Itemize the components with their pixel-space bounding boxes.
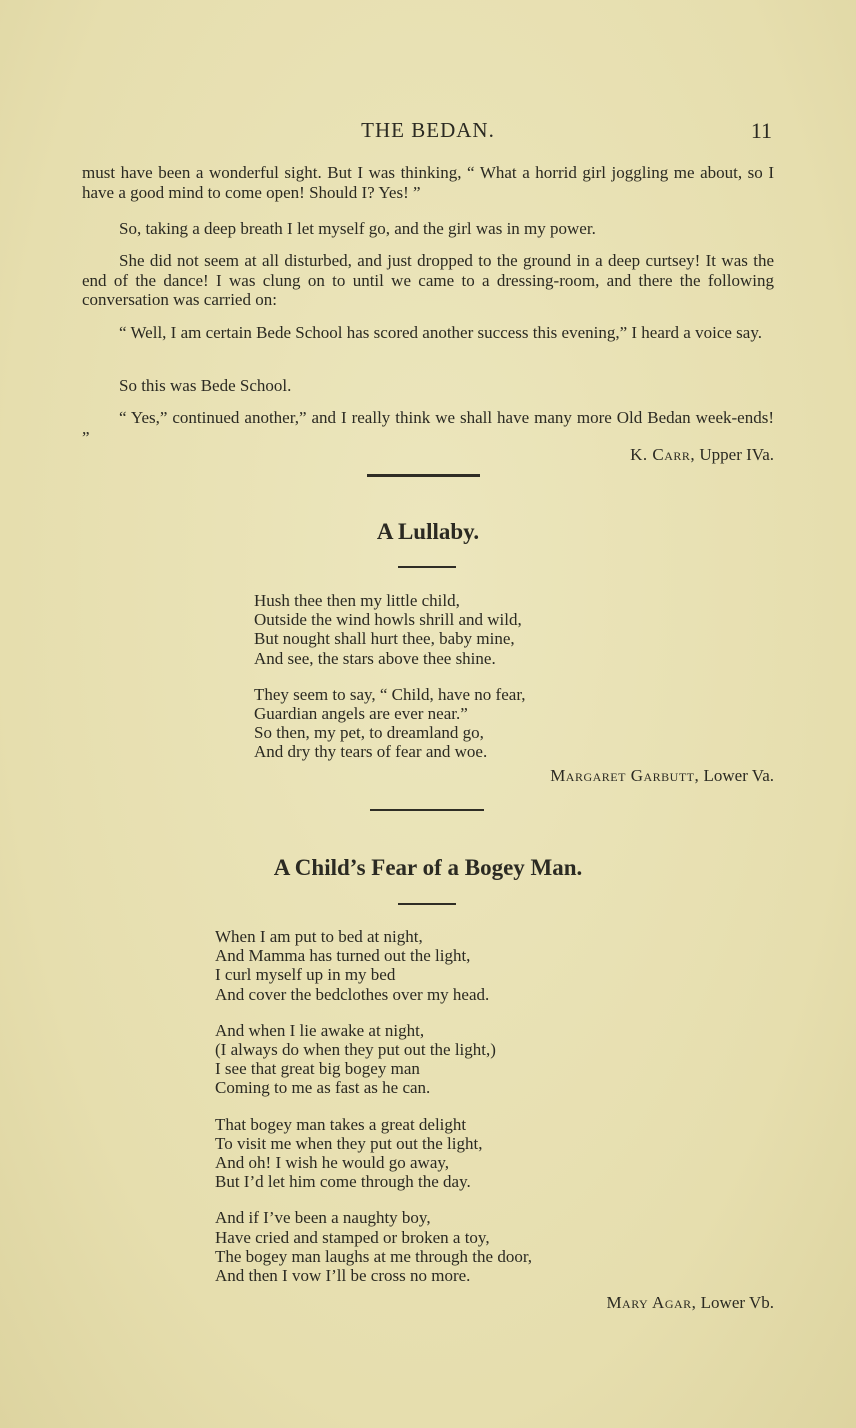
story-signature [630, 445, 774, 465]
poem-line: I see that great big bogey man [215, 1059, 420, 1079]
poem-line: And oh! I wish he would go away, [215, 1153, 450, 1173]
poem-line: So then, my pet, to dreamland go, [254, 723, 484, 743]
bogey-poem [215, 927, 532, 1302]
poem-line: Have cried and stamped or broken a toy, [215, 1227, 490, 1247]
author-form: Upper IVa. [699, 445, 774, 464]
poem-title: A Lullaby. [376, 519, 480, 544]
poem-line: And if I’ve been a naughty boy, [215, 1208, 431, 1228]
poem-line: But I’d let him come through the day. [215, 1172, 471, 1192]
poem-line: That bogey man takes a great delight [215, 1114, 467, 1134]
poem-line: To visit me when they put out the light, [215, 1133, 483, 1153]
magazine-title: THE BEDAN. [361, 118, 495, 142]
story-paragraph [82, 163, 774, 202]
poem-stanza [215, 927, 532, 1004]
story-text: “ Yes,” continued another,” and I really think we shall have many more Old Bedan week-ends! ” [82, 408, 774, 447]
author-form: Lower Va. [703, 766, 774, 785]
poem-line: (I always do when they put out the light,) [215, 1040, 496, 1060]
page-number: 11 [750, 118, 772, 143]
story-text: “ Well, I am certain Bede School has scored another success this evening,” I heard a voice say. [119, 323, 762, 342]
bogey-signature [606, 1293, 774, 1313]
story-paragraph [82, 376, 774, 396]
poem-line: I curl myself up in my bed [215, 965, 396, 985]
poem-line: When I am put to bed at night, [215, 927, 423, 946]
section-divider [370, 809, 484, 811]
poem-line: Guardian angels are ever near.” [254, 704, 468, 724]
poem-line: But nought shall hurt thee, baby mine, [254, 629, 515, 649]
author-name: Margaret Garbutt, [550, 766, 700, 785]
poem-line: They seem to say, “ Child, have no fear, [254, 684, 526, 704]
story-text: So, taking a deep breath I let myself go, and the girl was in my power. [119, 219, 596, 238]
section-divider [367, 474, 480, 477]
poem-stanza [254, 685, 526, 762]
lullaby-signature [550, 766, 774, 786]
story-paragraph [82, 219, 774, 239]
author-form: Lower Vb. [700, 1293, 774, 1312]
title-underline [398, 566, 456, 568]
story-paragraph [82, 323, 774, 343]
poem-line: And when I lie awake at night, [215, 1020, 425, 1040]
poem-title: A Child’s Fear of a Bogey Man. [273, 855, 583, 880]
poem-line: And dry thy tears of fear and woe. [254, 742, 488, 762]
poem-line: And see, the stars above thee shine. [254, 648, 496, 668]
poem-line: And then I vow I’ll be cross no more. [215, 1266, 471, 1286]
lullaby-poem [254, 591, 526, 779]
poem-line: Hush thee then my little child, [254, 591, 460, 610]
title-underline [398, 903, 456, 905]
story-text: So this was Bede School. [119, 376, 292, 395]
poem-line: Outside the wind howls shrill and wild, [254, 610, 522, 630]
poem-stanza [254, 591, 526, 668]
poem-stanza [215, 1115, 532, 1192]
poem-stanza [215, 1208, 532, 1285]
poem-stanza [215, 1021, 532, 1098]
story-paragraph [82, 408, 774, 447]
poem-line: The bogey man laughs at me through the door, [215, 1246, 533, 1266]
story-text: must have been a wonderful sight. But I was thinking, “ What a horrid girl joggling me about, so I have a good mind to come open! Should I? Yes! ” [82, 163, 774, 202]
story-text: She did not seem at all disturbed, and just dropped to the ground in a deep curtsey! It was the end of the dance! I was clung on to until we came to a dressing-room, and there the following conversation was carried on: [82, 251, 774, 309]
poem-line: Coming to me as fast as he can. [215, 1078, 431, 1098]
story-paragraph [82, 251, 774, 310]
running-header [0, 118, 856, 148]
poem-line: And cover the bedclothes over my head. [215, 984, 490, 1004]
poem-line: And Mamma has turned out the light, [215, 946, 471, 966]
author-name: Mary Agar, [606, 1293, 697, 1312]
author-name: K. Carr, [630, 445, 696, 464]
